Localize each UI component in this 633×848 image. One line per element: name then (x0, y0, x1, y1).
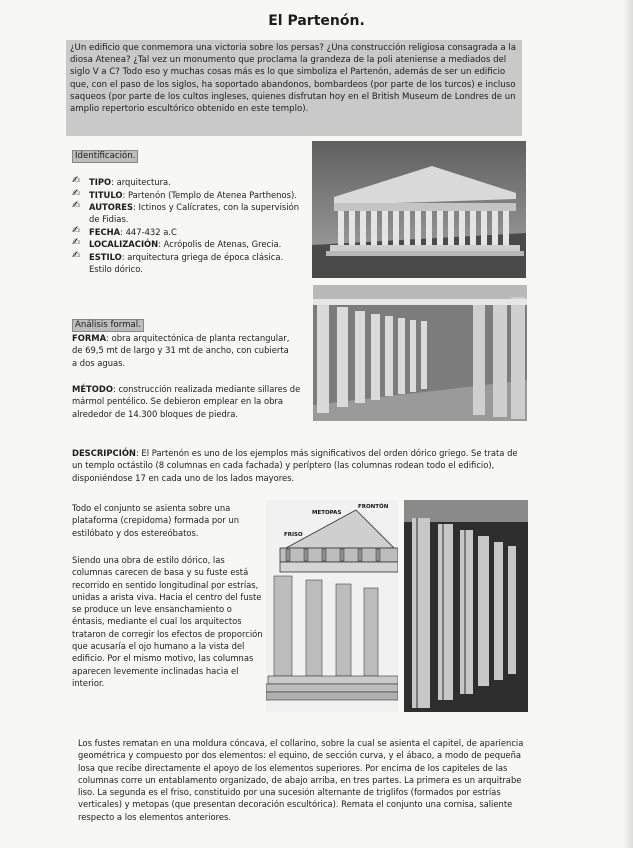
orden-paragraph: Siendo una obra de estilo dórico, las columnas carecen de basa y su fuste está recorrido en sentido longitudinal por estrías, unidas a arista viva. Hacia el centro del fuste se produce un leve ensanchamiento o éntasis, mediante el cual los arquitectos trataron de corregir los efectos de proporción que acusaría el ojo humano a la vista del edificio. Por el mismo motivo, las columnas aparecen levemente inclinadas hacia el interior. (72, 555, 263, 688)
descripcion-paragraph (72, 447, 526, 484)
item-value: : Acrópolis de Atenas, Grecia. (158, 239, 282, 250)
parthenon-exterior-photo (312, 141, 526, 278)
diagram-label-metopas: METOPAS (312, 510, 342, 516)
page-edge-shadow (623, 0, 633, 848)
intro-paragraph: ¿Un edificio que conmemora una victoria sobre los persas? ¿Una construcción religiosa consagrada a la diosa Atenea? ¿Tal vez un monumento que proclama la grandeza de la poli ateniense a mediados del siglo V a C? Todo eso y muchas cosas más es lo que simboliza el Partenón, además de ser un edificio que, con el paso de los siglos, ha soportado abandonos, bombardeos (por parte de los turcos) e incluso saqueos (por parte de los cultos ingleses, quienes disfrutan hoy en el British Museum de Londres de un amplio repertorio escultórico obtenido en este templo). (66, 40, 522, 136)
section-heading-analisis: Análisis formal. (72, 319, 144, 332)
list-item (72, 176, 308, 188)
list-item (72, 251, 308, 275)
identification-list (72, 176, 308, 276)
forma-text: : obra arquitectónica de planta rectangular, de 69,5 mt de largo y 31 mt de ancho, con cubierta a dos aguas. (72, 333, 290, 368)
arrow-icon: ✍ (72, 200, 81, 212)
metodo-paragraph (72, 383, 308, 420)
arrow-icon: ✍ (72, 187, 81, 199)
list-item (72, 189, 308, 201)
item-label: FECHA (89, 226, 121, 237)
item-label: TIPO (89, 177, 112, 187)
item-label: LOCALIZACIÓN (89, 239, 159, 250)
metodo-label: MÉTODO (72, 384, 113, 394)
section-heading-identificacion: Identificación. (72, 150, 138, 163)
parthenon-colonnade-photo (313, 285, 527, 421)
item-value: : Ictinos y Calícrates, con la supervisión de Fidias. (89, 202, 300, 225)
item-label: AUTORES (89, 202, 134, 213)
columns-photo (404, 500, 528, 712)
arrow-icon: ✍ (72, 250, 81, 262)
forma-label: FORMA (72, 333, 107, 343)
item-value: : 447-432 a.C (120, 226, 177, 237)
item-value: : arquitectura griega de época clásica. Estilo dórico. (89, 252, 284, 275)
plataforma-paragraph: Todo el conjunto se asienta sobre una plataforma (crepidoma) formada por un estilóbato y dos estereóbatos. (72, 503, 240, 538)
item-value: : arquitectura. (111, 177, 171, 187)
list-item (72, 238, 308, 250)
arrow-icon: ✍ (72, 237, 81, 249)
item-label: TITULO (89, 189, 123, 200)
arrow-icon: ✍ (72, 175, 81, 186)
fustes-paragraph: Los fustes rematan en una moldura cóncava, el collarino, sobre la cual se asienta el capitel, de apariencia geométrica y compuesto por dos elementos: el equino, de sección curva, y el ábaco, a modo de pequeña losa que recibe directamente el apoyo de los elementos superiores. Por encima de los capiteles de las columnas corre un entablamento organizado, de abajo arriba, en tres partes. La primera es un arquitrabe liso. La segunda es el friso, constituido por una sucesión alternante de triglifos (formados por estrías verticales) y metopas (que presentan decoración escultórica). Remata el conjunto una cornisa, saliente respecto a los elementos anteriores. (78, 738, 524, 822)
forma-paragraph (72, 332, 294, 369)
diagram-label-fronton: FRONTÓN (358, 504, 389, 510)
page-title: El Partenón. (268, 13, 365, 29)
descripcion-text: : El Partenón es uno de los ejemplos más significativos del orden dórico griego. Se trata de un templo octástilo (8 columnas en cada fachada) y períptero (las columnas rodean todo el edificio), disponiéndose 17 en cada uno de los lados mayores. (72, 448, 518, 483)
diagram-label-friso: FRISO (284, 532, 303, 538)
list-item (72, 226, 308, 238)
item-value: : Partenón (Templo de Atenea Parthenos). (122, 189, 297, 200)
doric-order-diagram (266, 500, 398, 712)
descripcion-label: DESCRIPCIÓN (72, 448, 136, 458)
arrow-icon: ✍ (72, 224, 81, 236)
item-label: ESTILO (89, 252, 122, 263)
metodo-text: : construcción realizada mediante sillares de mármol pentélico. Se debieron emplear en la obra alrededor de 14.300 bloques de piedra. (72, 384, 301, 419)
list-item (72, 201, 308, 225)
